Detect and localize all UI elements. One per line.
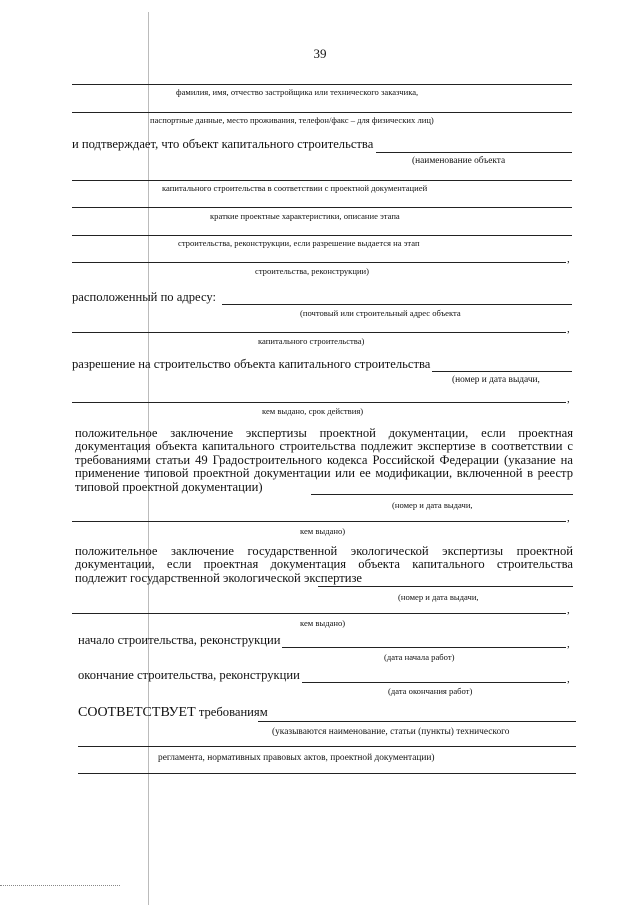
field-line-passport[interactable] — [72, 112, 572, 113]
caption-eco-2: кем выдано) — [300, 618, 346, 628]
caption-address: (почтовый или строительный адрес объекта — [300, 308, 461, 318]
caption-expertise-2: кем выдано) — [300, 526, 346, 536]
caption-eco: (номер и дата выдачи, — [398, 592, 479, 602]
expertise-paragraph: положительное заключение экспертизы проектной документации, если проектная документация объекта капитального строительства подлежит экспертизе в соответствии с требованиями статьи 49 Градостроительного кодекса Российской Федерации (указание на применение типовой проектной документации или ее модификации, включенной в реестр типовой проектной документации) — [75, 426, 573, 494]
field-line-object-5[interactable] — [72, 262, 566, 263]
field-line-object-name[interactable] — [376, 152, 572, 153]
field-line-permit-2[interactable] — [72, 402, 566, 403]
caption-expertise: (номер и дата выдачи, — [392, 500, 473, 510]
caption-complies: (указываются наименование, статьи (пункты) технического — [272, 727, 510, 737]
caption-object-2: капитального строительства в соответствии с проектной документацией — [162, 183, 428, 193]
page-number: 39 — [313, 46, 327, 61]
field-line-permit[interactable] — [432, 371, 572, 372]
caption-object-3: краткие проектные характеристики, описание этапа — [210, 211, 400, 221]
comma: , — [567, 393, 570, 405]
field-line-address-2[interactable] — [72, 332, 566, 333]
field-line-object-2[interactable] — [72, 180, 572, 181]
field-line-end[interactable] — [302, 682, 566, 683]
comma: , — [567, 604, 570, 616]
field-line-eco[interactable] — [318, 586, 573, 587]
caption-start: (дата начала работ) — [384, 652, 455, 662]
field-line-expertise[interactable] — [311, 494, 573, 495]
field-line-complies[interactable] — [258, 721, 576, 722]
field-line-eco-2[interactable] — [72, 613, 566, 614]
start-label: начало строительства, реконструкции — [78, 633, 281, 647]
address-label: расположенный по адресу: — [72, 290, 217, 304]
end-label: окончание строительства, реконструкции — [78, 668, 300, 682]
caption-permit-2: кем выдано, срок действия) — [262, 406, 364, 416]
comma: , — [567, 673, 570, 685]
caption-object-name: (наименование объекта — [412, 156, 506, 166]
scan-edge — [0, 885, 120, 886]
confirms-text: и подтверждает, что объект капитального строительства — [72, 137, 374, 151]
complies-rest: требованиям — [195, 705, 268, 719]
caption-end: (дата окончания работ) — [388, 686, 473, 696]
comma: , — [567, 638, 570, 650]
caption-object-4: строительства, реконструкции, если разрешение выдается на этап — [178, 238, 420, 248]
field-line-address[interactable] — [222, 304, 572, 305]
caption-permit: (номер и дата выдачи, — [452, 375, 540, 385]
field-line-object-3[interactable] — [72, 207, 572, 208]
field-line-expertise-2[interactable] — [72, 521, 566, 522]
field-line-applicant[interactable] — [72, 84, 572, 85]
field-line-complies-3[interactable] — [78, 773, 576, 774]
caption-object-5: строительства, реконструкции) — [255, 266, 370, 276]
field-line-object-4[interactable] — [72, 235, 572, 236]
complies-caps: СООТВЕТСТВУЕТ — [78, 705, 196, 720]
caption-applicant-name: фамилия, имя, отчество застройщика или технического заказчика, — [176, 87, 419, 97]
caption-address-2: капитального строительства) — [258, 336, 365, 346]
field-line-complies-2[interactable] — [78, 746, 576, 747]
comma: , — [567, 512, 570, 524]
complies-label — [78, 705, 268, 721]
comma: , — [567, 323, 570, 335]
eco-expertise-paragraph: положительное заключение государственной экологической экспертизы проектной документации, если проектная документация объекта капитального строительства подлежит государственной экологической экспертизе — [75, 544, 573, 585]
caption-complies-2: регламента, нормативных правовых актов, проектной документации) — [158, 753, 435, 763]
caption-passport: паспортные данные, место проживания, телефон/факс – для физических лиц) — [150, 115, 434, 125]
field-line-start[interactable] — [282, 647, 566, 648]
permit-label: разрешение на строительство объекта капитального строительства — [72, 357, 431, 371]
comma: , — [567, 253, 570, 265]
